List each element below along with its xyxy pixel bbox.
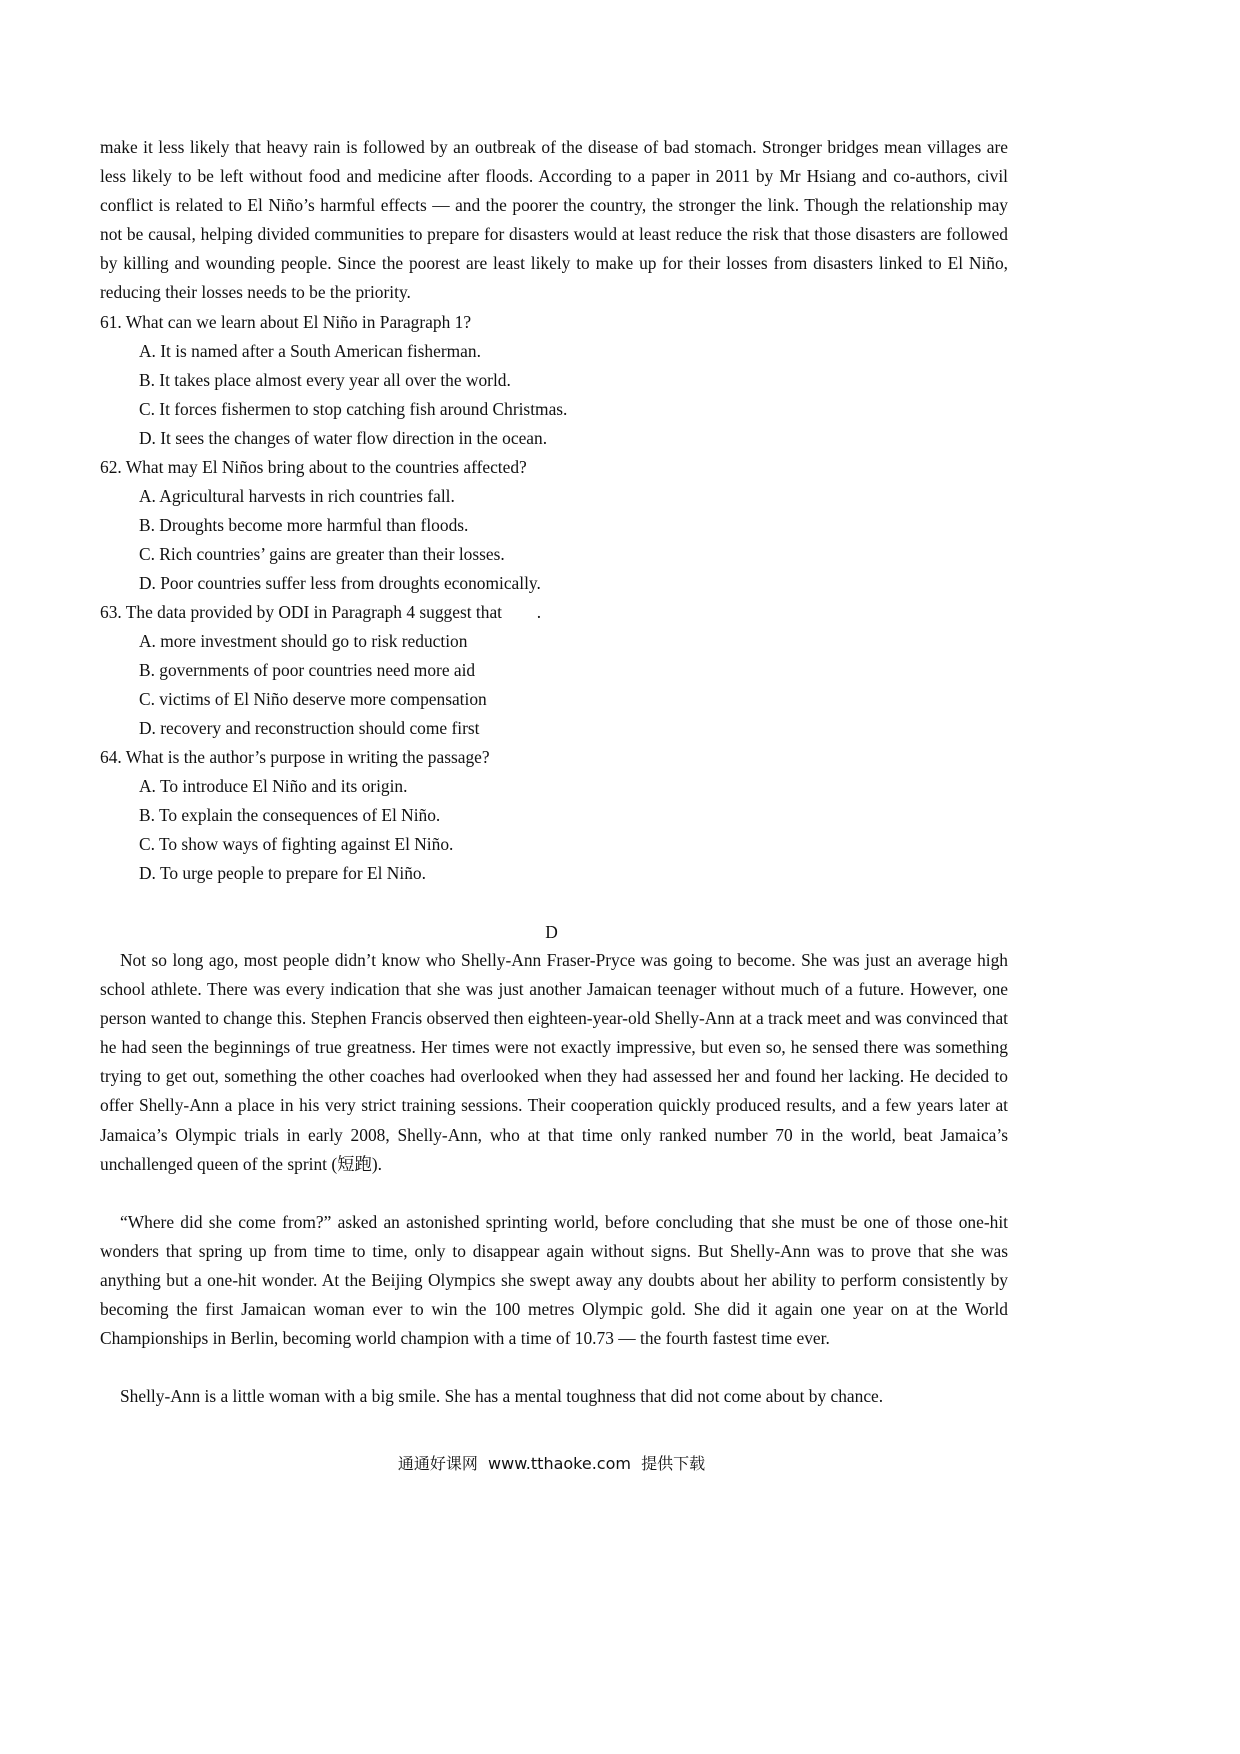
question-63-option-a: A. more investment should go to risk reduction	[139, 631, 468, 651]
question-62-option-c: C. Rich countries’ gains are greater than their losses.	[139, 544, 505, 564]
question-62-stem: 62. What may El Niños bring about to the countries affected?	[100, 457, 527, 477]
section-d-paragraph-2: “Where did she come from?” asked an astonished sprinting world, before concluding that she must be one of those one-hit wonders that spring up from time to time, only to disappear again without signs. But Shelly-Ann was to prove that she was anything but a one-hit wonder. At the Beijing Olympics she swept away any doubts about her ability to perform consistently by becoming the first Jamaican woman ever to win the 100 metres Olympic gold. She did it again one year on at the World Championships in Berlin, becoming world champion with a time of 10.73 — the fourth fastest time ever.	[100, 1212, 1008, 1349]
question-63-stem: 63. The data provided by ODI in Paragraph 4 suggest that .	[100, 602, 542, 622]
question-63-option-b: B. governments of poor countries need more aid	[139, 660, 476, 680]
question-64-stem: 64. What is the author’s purpose in writing the passage?	[100, 747, 490, 767]
page-footer: 通通好课网 www.tthaoke.com 提供下载	[397, 1454, 706, 1473]
question-61-stem: 61. What can we learn about El Niño in Paragraph 1?	[100, 312, 472, 332]
question-64-option-a: A. To introduce El Niño and its origin.	[139, 776, 408, 796]
section-d-paragraph-3: Shelly-Ann is a little woman with a big smile. She has a mental toughness that did not come about by chance.	[120, 1386, 884, 1406]
question-62-option-d: D. Poor countries suffer less from droughts economically.	[139, 573, 541, 593]
section-d-paragraph-1: Not so long ago, most people didn’t know who Shelly-Ann Fraser-Pryce was going to become. She was just an average high school athlete. There was every indication that she was just another Jamaican teenager without much of a future. However, one person wanted to change this. Stephen Francis observed then eighteen-year-old Shelly-Ann at a track meet and was convinced that he had seen the beginnings of true greatness. Her times were not exactly impressive, but even so, he sensed there was something trying to get out, something the other coaches had overlooked when they had assessed her and found her lacking. He decided to offer Shelly-Ann a place in his very strict training sessions. Their cooperation quickly produced results, and a few years later at Jamaica’s Olympic trials in early 2008, Shelly-Ann, who at that time only ranked number 70 in the world, beat Jamaica’s unchallenged queen of the sprint (短跑).	[100, 950, 1009, 1174]
question-62-option-a: A. Agricultural harvests in rich countries fall.	[139, 486, 455, 506]
question-64-option-c: C. To show ways of fighting against El Niño.	[139, 834, 454, 854]
question-61-option-b: B. It takes place almost every year all over the world.	[139, 370, 511, 390]
question-61-option-a: A. It is named after a South American fisherman.	[139, 341, 481, 361]
section-d-heading: D	[545, 922, 558, 942]
question-61-option-d: D. It sees the changes of water flow direction in the ocean.	[139, 428, 548, 448]
question-63-option-d: D. recovery and reconstruction should come first	[139, 718, 480, 738]
question-63-option-c: C. victims of El Niño deserve more compensation	[139, 689, 487, 709]
passage-c-final-paragraph: make it less likely that heavy rain is followed by an outbreak of the disease of bad stomach. Stronger bridges mean villages are less likely to be left without food and medicine after floods. According to a paper in 2011 by Mr Hsiang and co-authors, civil conflict is related to El Niño’s harmful effects — and the poorer the country, the stronger the link. Though the relationship may not be causal, helping divided communities to prepare for disasters would at least reduce the risk that those disasters are followed by killing and wounding people. Since the poorest are least likely to make up for their losses from disasters linked to El Niño, reducing their losses needs to be the priority.	[100, 137, 1008, 303]
question-64-option-b: B. To explain the consequences of El Niño.	[139, 805, 441, 825]
question-62-option-b: B. Droughts become more harmful than floods.	[139, 515, 469, 535]
question-64-option-d: D. To urge people to prepare for El Niño.	[139, 863, 426, 883]
question-61-option-c: C. It forces fishermen to stop catching fish around Christmas.	[139, 399, 568, 419]
